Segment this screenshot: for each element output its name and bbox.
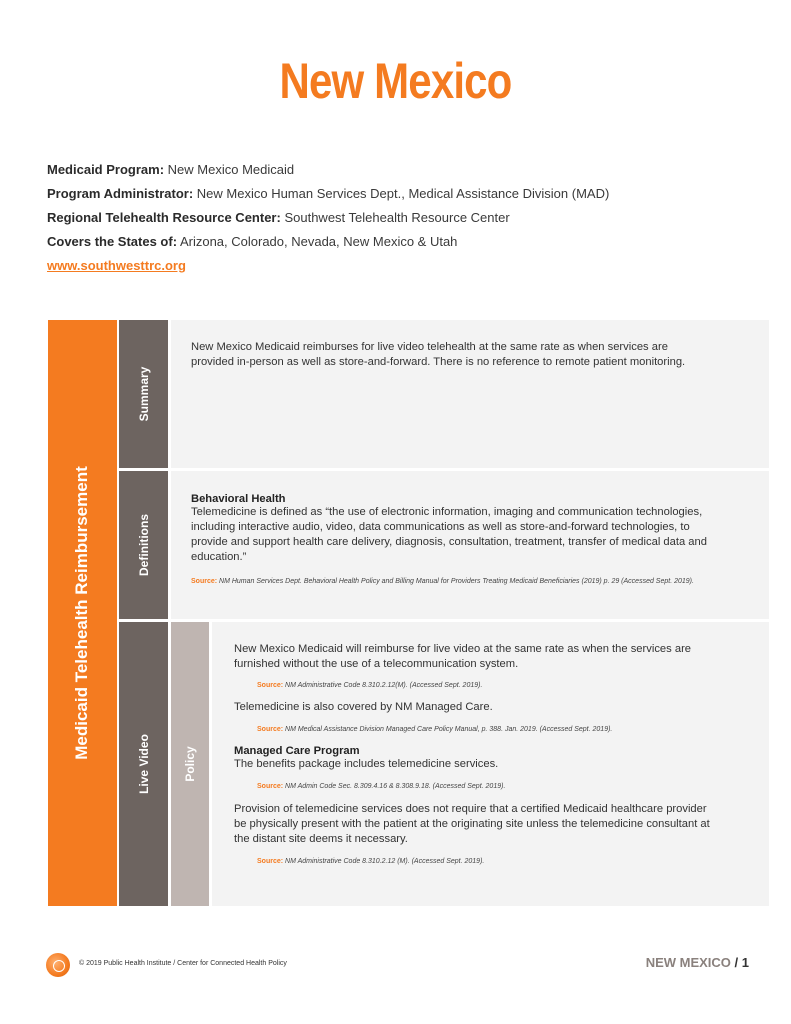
source-tag: Source: bbox=[191, 578, 218, 585]
source-tag: Source: bbox=[257, 858, 284, 865]
source-text: NM Admin Code Sec. 8.309.4.16 & 8.308.9.18. (Accessed Sept. 2019). bbox=[285, 783, 506, 790]
policy-label: Policy bbox=[183, 746, 197, 782]
footer-state: NEW MEXICO bbox=[645, 955, 731, 970]
program-info bbox=[47, 158, 609, 278]
footer-separator: / bbox=[730, 955, 742, 970]
definitions-label: Definitions bbox=[136, 514, 151, 576]
footer-copyright: © 2019 Public Health Institute / Center for Connected Health Policy bbox=[79, 960, 287, 967]
summary-panel bbox=[171, 320, 769, 468]
definitions-text: Telemedicine is defined as “the use of electronic information, imaging and communication technologies, including interactive audio, video, data communications as well as store-and-forward technologies, to provide and support health care delivery, diagnosis, consultation, treatment, transfer of medical data and education.” bbox=[191, 506, 707, 563]
reimbursement-side-label: Medicaid Telehealth Reimbursement bbox=[72, 466, 91, 760]
managed-care-heading: Managed Care Program bbox=[234, 745, 360, 757]
rtrc-label: Regional Telehealth Resource Center: bbox=[47, 210, 281, 225]
page-number: 1 bbox=[741, 955, 749, 970]
live-video-source-2 bbox=[257, 725, 719, 735]
definitions-source bbox=[191, 577, 711, 587]
footer-page-label bbox=[646, 955, 749, 970]
administrator-line bbox=[47, 182, 609, 206]
states-line bbox=[47, 230, 609, 254]
rtrc-line bbox=[47, 206, 609, 230]
definitions-tab bbox=[119, 471, 168, 619]
medicaid-program-value: New Mexico Medicaid bbox=[167, 162, 295, 177]
source-tag: Source: bbox=[257, 682, 284, 689]
source-text: NM Administrative Code 8.310.2.12(M). (Accessed Sept. 2019). bbox=[285, 682, 483, 689]
reimbursement-side-bar bbox=[48, 320, 117, 906]
live-video-source-1 bbox=[257, 681, 719, 691]
source-text: NM Administrative Code 8.310.2.12 (M). (Accessed Sept. 2019). bbox=[285, 858, 485, 865]
live-video-tab bbox=[119, 622, 168, 906]
definitions-content bbox=[191, 493, 726, 587]
live-video-p2: Telemedicine is also covered by NM Managed Care. bbox=[234, 701, 493, 713]
live-video-p4: Provision of telemedicine services does not require that a certified Medicaid healthcare provider be physically present with the patient at the originating site unless the telemedicine consultant at the distant site deems it necessary. bbox=[234, 803, 710, 845]
medicaid-program-label: Medicaid Program: bbox=[47, 162, 165, 177]
rtrc-value: Southwest Telehealth Resource Center bbox=[284, 210, 510, 225]
states-label: Covers the States of: bbox=[47, 234, 178, 249]
medicaid-program-line bbox=[47, 158, 609, 182]
live-video-source-4 bbox=[257, 857, 719, 867]
states-value: Arizona, Colorado, Nevada, New Mexico & Utah bbox=[179, 234, 458, 249]
policy-tab bbox=[171, 622, 209, 906]
summary-text: New Mexico Medicaid reimburses for live video telehealth at the same rate as when services are provided in-person as well as store-and-forward. There is no reference to remote patient monitoring. bbox=[191, 341, 686, 368]
administrator-label: Program Administrator: bbox=[47, 186, 194, 201]
globe-logo-icon bbox=[46, 953, 70, 977]
definitions-panel bbox=[171, 471, 769, 619]
website-link[interactable]: www.southwesttrc.org bbox=[47, 258, 186, 273]
administrator-value: New Mexico Human Services Dept., Medical Assistance Division (MAD) bbox=[196, 186, 610, 201]
live-video-source-3 bbox=[257, 782, 719, 792]
definitions-heading: Behavioral Health bbox=[191, 493, 286, 505]
website-line bbox=[47, 254, 609, 278]
live-video-label: Live Video bbox=[136, 734, 151, 794]
source-tag: Source: bbox=[257, 783, 284, 790]
live-video-p1: New Mexico Medicaid will reimburse for live video at the same rate as when the services are furnished without the use of a telecommunication system. bbox=[234, 643, 692, 670]
source-tag: Source: bbox=[257, 726, 284, 733]
summary-label: Summary bbox=[136, 366, 151, 422]
live-video-content bbox=[234, 642, 719, 867]
summary-tab bbox=[119, 320, 168, 468]
page-title: New Mexico bbox=[279, 53, 512, 109]
source-text: NM Human Services Dept. Behavioral Health Policy and Billing Manual for Providers Treating Medicaid Beneficiaries (2019) p. 29 (Accessed Sept. 2019). bbox=[219, 578, 694, 585]
live-video-panel bbox=[212, 622, 769, 906]
live-video-p3: The benefits package includes telemedicine services. bbox=[234, 758, 499, 770]
source-text: NM Medical Assistance Division Managed Care Policy Manual, p. 388. Jan. 2019. (Accessed Sept. 2019). bbox=[285, 726, 613, 733]
